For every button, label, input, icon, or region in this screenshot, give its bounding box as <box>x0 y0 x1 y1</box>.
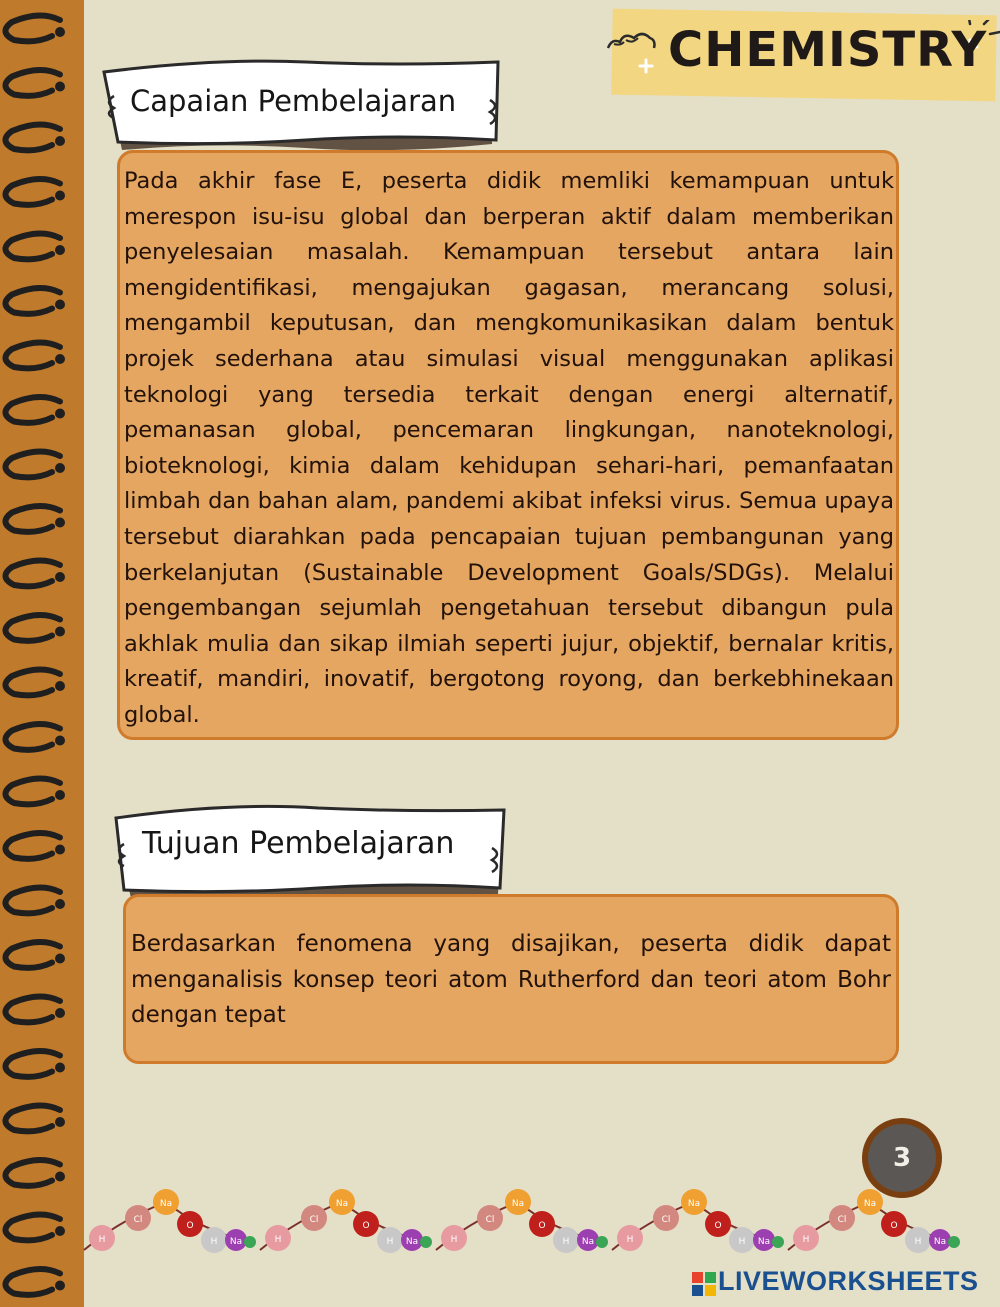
spiral-hole <box>55 845 65 855</box>
atom-label: Na <box>159 1199 173 1209</box>
spiral-hole <box>55 354 65 364</box>
atom-label: H <box>210 1237 218 1247</box>
spiral-ring <box>5 1051 60 1077</box>
atom-label: Na <box>335 1199 349 1209</box>
atom-label: Na <box>405 1237 419 1247</box>
atom-icon <box>772 1236 784 1248</box>
spiral-ring <box>5 451 60 477</box>
spiral-ring <box>5 233 60 259</box>
spiral-hole <box>55 245 65 255</box>
atom-label: Cl <box>661 1215 671 1225</box>
section-body: Pada akhir fase E, peserta didik memliki kemampuan untuk merespon isu-isu global dan berperan aktif dalam memberikan penyelesaian masalah. Kemampuan tersebut antara lain mengidentifikasi, mengajukan gagasan, merancang solusi, mengambil keputusan, dan mengkomunikasikan dalam bentuk projek sederhana atau simulasi visual menggunakan aplikasi teknologi yang tersedia terkait dengan energi alternatif, pemanasan global, pencemaran lingkungan, nanoteknologi, bioteknologi, kimia dalam kehidupan sehari-hari, pemanfaatan limbah dan bahan alam, pandemi akibat infeksi virus. Semua upaya tersebut diarahkan pada pencapaian tujuan pembangunan yang berkelanjutan (Sustainable Development Goals/SDGs). Melalui pengembangan sejumlah pengetahuan tersebut dibangun pula akhlak mulia dan sikap ilmiah seperti jujur, objektif, bernalar kritis, kreatif, mandiri, inovatif, bergotong royong, dan berkebhinekaan global. <box>124 168 894 728</box>
spiral-hole <box>55 572 65 582</box>
spiral-hole <box>55 899 65 909</box>
atom-label: Na <box>933 1237 947 1247</box>
atom-label: Cl <box>133 1215 143 1225</box>
atom-label: O <box>362 1221 370 1231</box>
spiral-hole <box>55 681 65 691</box>
watermark-text: LIVEWORKSHEETS <box>718 1266 979 1296</box>
spiral-ring <box>5 506 60 532</box>
atom-label: H <box>98 1235 106 1245</box>
atom-label: Na <box>757 1237 771 1247</box>
page-number: 3 <box>868 1124 936 1192</box>
spiral-ring <box>5 397 60 423</box>
spiral-ring <box>5 942 60 968</box>
spiral-ring <box>5 1105 60 1131</box>
spiral-ring <box>5 996 60 1022</box>
spiral-ring <box>5 615 60 641</box>
spiral-hole <box>55 409 65 419</box>
spiral-ring <box>5 70 60 96</box>
spiral-hole <box>55 1172 65 1182</box>
spiral-binding-icon <box>0 0 90 1307</box>
spiral-hole <box>55 27 65 37</box>
spiral-hole <box>55 136 65 146</box>
atom-label: H <box>914 1237 922 1247</box>
atom-label: H <box>802 1235 810 1245</box>
atom-label: O <box>186 1221 194 1231</box>
molecule-chain-icon <box>80 1180 990 1270</box>
spiral-hole <box>55 463 65 473</box>
spiral-ring <box>5 342 60 368</box>
atom-label: Cl <box>837 1215 847 1225</box>
atom-label: Na <box>511 1199 525 1209</box>
spiral-ring <box>5 1160 60 1186</box>
spiral-hole <box>55 627 65 637</box>
spiral-ring <box>5 179 60 205</box>
spiral-ring <box>5 778 60 804</box>
atom-label: H <box>274 1235 282 1245</box>
spiral-hole <box>55 191 65 201</box>
spiral-ring <box>5 669 60 695</box>
spiral-hole <box>55 1008 65 1018</box>
atom-label: H <box>450 1235 458 1245</box>
page-title: CHEMISTRY <box>668 22 988 78</box>
spiral-ring <box>5 724 60 750</box>
atom-label: Na <box>687 1199 701 1209</box>
spiral-ring <box>5 288 60 314</box>
spiral-hole <box>55 1063 65 1073</box>
atom-label: O <box>538 1221 546 1231</box>
spiral-ring <box>5 124 60 150</box>
spiral-ring <box>5 15 60 41</box>
liveworksheets-logo-icon <box>692 1272 716 1296</box>
atom-icon <box>244 1236 256 1248</box>
atom-label: O <box>890 1221 898 1231</box>
spiral-hole <box>55 300 65 310</box>
spiral-ring <box>5 1269 60 1295</box>
atom-icon <box>420 1236 432 1248</box>
atom-label: H <box>626 1235 634 1245</box>
spiral-hole <box>55 1281 65 1291</box>
spiral-hole <box>55 790 65 800</box>
atom-label: Na <box>863 1199 877 1209</box>
atom-label: O <box>714 1221 722 1231</box>
spiral-hole <box>55 1117 65 1127</box>
atom-label: Cl <box>309 1215 319 1225</box>
spiral-ring <box>5 833 60 859</box>
atom-label: Na <box>229 1237 243 1247</box>
section-heading: Capaian Pembelajaran <box>130 84 457 118</box>
spiral-hole <box>55 518 65 528</box>
spiral-ring <box>5 887 60 913</box>
atom-label: H <box>386 1237 394 1247</box>
spiral-hole <box>55 1226 65 1236</box>
spiral-hole <box>55 736 65 746</box>
atom-label: Cl <box>485 1215 495 1225</box>
atom-label: H <box>738 1237 746 1247</box>
atom-icon <box>948 1236 960 1248</box>
section-heading: Tujuan Pembelajaran <box>142 826 455 861</box>
atom-label: Na <box>581 1237 595 1247</box>
atom-label: H <box>562 1237 570 1247</box>
spiral-ring <box>5 560 60 586</box>
section-body: Berdasarkan fenomena yang disajikan, peserta didik dapat menganalisis konsep teori atom Rutherford dan teori atom Bohr dengan tepat <box>131 931 891 1028</box>
spiral-hole <box>55 954 65 964</box>
atom-icon <box>596 1236 608 1248</box>
spiral-hole <box>55 82 65 92</box>
spiral-ring <box>5 1214 60 1240</box>
